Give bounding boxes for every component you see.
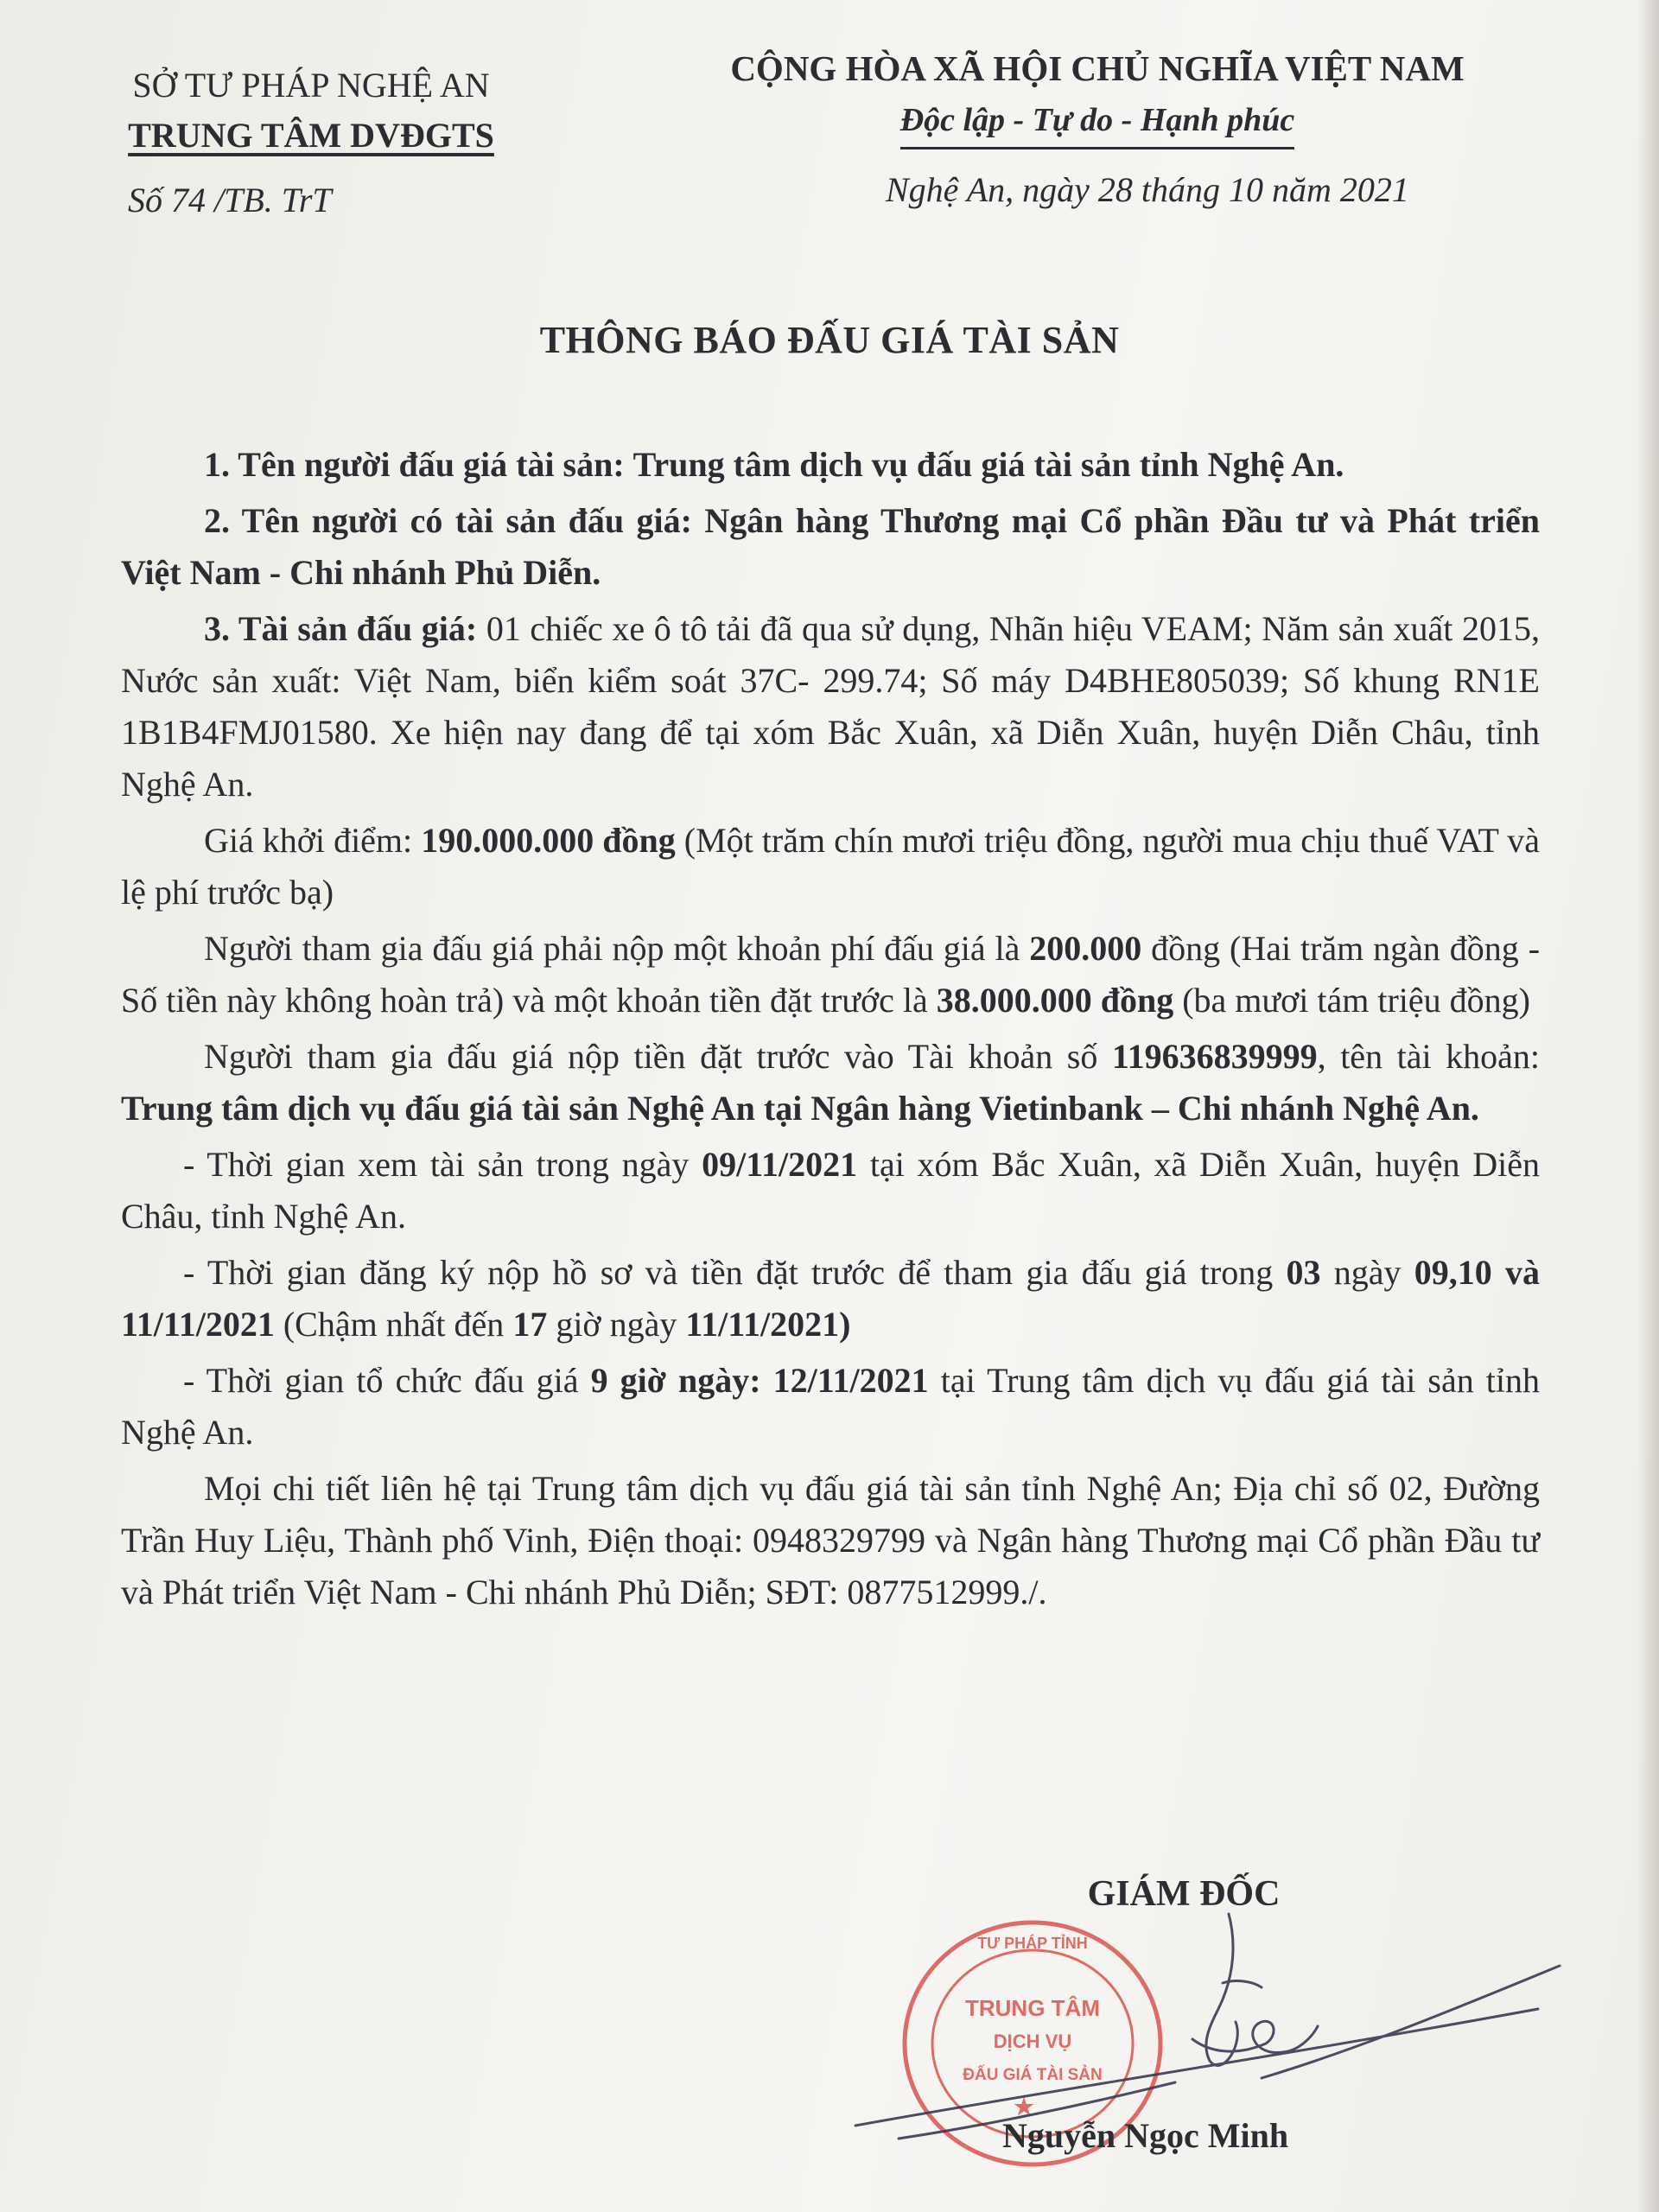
account-text-1: Người tham gia đấu giá nộp tiền đặt trước vào Tài khoản số: [204, 1037, 1098, 1076]
auction-text-1: - Thời gian tổ chức đấu giá: [183, 1361, 579, 1400]
registration-time: [121, 1247, 1540, 1351]
account-number: 119636839999: [1111, 1037, 1318, 1076]
item1-value: Trung tâm dịch vụ đấu giá tài sản tỉnh Nghệ An.: [632, 445, 1344, 484]
reg-deadline-date: 11/11/2021): [685, 1305, 851, 1344]
view-text-1: - Thời gian xem tài sản trong ngày: [183, 1145, 690, 1184]
agency-name: SỞ TƯ PHÁP NGHỆ AN: [132, 66, 490, 105]
stamp-mid-text-2: DỊCH VỤ: [993, 2031, 1072, 2052]
reg-text-1: - Thời gian đăng ký nộp hồ sơ và tiền đặt trước để tham gia đấu giá trong: [183, 1253, 1274, 1292]
document-date: Nghệ An, ngày 28 tháng 10 năm 2021: [886, 170, 1409, 209]
deposit-value: 38.000.000 đồng: [936, 981, 1174, 1020]
fee-text-2: đồng (Hai trăm ngàn đồng - Số tiền này không hoàn trả) và một khoản tiền đặt trước là: [121, 929, 1541, 1020]
svg-text:★: ★: [1014, 2094, 1034, 2120]
account-text-2: , tên tài khoản:: [1317, 1037, 1540, 1076]
view-date: 09/11/2021: [702, 1145, 858, 1184]
notice-body: [121, 439, 1540, 1623]
issuing-agency-block: [69, 60, 553, 161]
item3-label: 3. Tài sản đấu giá:: [204, 609, 478, 648]
reg-text-4: giờ ngày: [556, 1305, 677, 1344]
nation-name: CỘNG HÒA XÃ HỘI CHỦ NGHĨA VIỆT NAM: [730, 48, 1465, 88]
item-asset: [121, 603, 1540, 810]
fee-value: 200.000: [1029, 929, 1142, 968]
reg-dates: 09,10 và 11/11/2021: [121, 1253, 1541, 1344]
deposit-account: [121, 1031, 1540, 1135]
fee-text-1: Người tham gia đấu giá phải nộp một khoản phí đấu giá là: [204, 929, 1020, 968]
account-name: Trung tâm dịch vụ đấu giá tài sản Nghệ An tại Ngân hàng Vietinbank – Chi nhánh Nghệ An.: [121, 1089, 1479, 1128]
price-label: Giá khởi điểm:: [204, 821, 413, 860]
item1-label: 1. Tên người đấu giá tài sản:: [204, 445, 625, 484]
item3-value: 01 chiếc xe ô tô tải đã qua sử dụng, Nhãn hiệu VEAM; Năm sản xuất 2015, Nước sản xuất: Việt Nam, biển kiểm soát 37C- 299.74; Số máy D4BHE805039; Số khung RN1E 1B1B4FMJ01580. Xe hiện nay đang để tại xóm Bắc Xuân, xã Diễn Xuân, huyện Diễn Châu, tỉnh Nghệ An.: [121, 609, 1541, 804]
stamp-top-text: TƯ PHÁP TỈNH: [977, 1935, 1088, 1952]
reg-text-2: ngày: [1333, 1253, 1402, 1292]
price-note: (Một trăm chín mươi triệu đồng, người mua chịu thuế VAT và lệ phí trước bạ): [121, 821, 1541, 912]
center-name: TRUNG TÂM DVĐGTS: [128, 116, 494, 155]
item-auctioneer: [121, 439, 1540, 491]
stamp-bottom-text: ĐẤU GIÁ TÀI SẢN: [963, 2066, 1103, 2084]
national-motto: Độc lập - Tự do - Hạnh phúc: [900, 95, 1295, 149]
price-value: 190.000.000 đồng: [421, 821, 676, 860]
reg-days: 03: [1286, 1253, 1321, 1292]
viewing-time: [121, 1139, 1540, 1243]
reg-deadline-hour: 17: [512, 1305, 548, 1344]
fee-deposit: [121, 923, 1540, 1027]
item2-label: 2. Tên người có tài sản đấu giá:: [204, 501, 692, 540]
auction-time: [121, 1355, 1540, 1459]
document-number: Số 74 /TB. TrT: [128, 181, 332, 219]
view-text-2: tại xóm Bắc Xuân, xã Diễn Xuân, huyện Diễn Châu, tỉnh Nghệ An.: [121, 1145, 1541, 1236]
starting-price: [121, 815, 1540, 918]
auction-time-value: 9 giờ ngày: 12/11/2021: [590, 1361, 929, 1400]
auction-text-2: tại Trung tâm dịch vụ đấu giá tài sản tỉnh Nghệ An.: [121, 1361, 1541, 1452]
national-header: [644, 41, 1551, 149]
item2-value: Ngân hàng Thương mại Cổ phần Đầu tư và Phát triển Việt Nam - Chi nhánh Phủ Diễn.: [121, 501, 1540, 592]
reg-text-3: (Chậm nhất đến: [283, 1305, 505, 1344]
item-asset-owner: [121, 495, 1540, 599]
fee-text-3: (ba mươi tám triệu đồng): [1182, 981, 1530, 1020]
contact-info: Mọi chi tiết liên hệ tại Trung tâm dịch vụ đấu giá tài sản tỉnh Nghệ An; Địa chỉ số 02, Đường Trần Huy Liệu, Thành phố Vinh, Điện thoại: 0948329799 và Ngân hàng Thương mại Cổ phần Đầu tư và Phát triển Việt Nam - Chi nhánh Phủ Diễn; SĐT: 0877512999./.: [121, 1469, 1540, 1611]
signer-name: Nguyễn Ngọc Minh: [1002, 2116, 1289, 2155]
document-title: THÔNG BÁO ĐẤU GIÁ TÀI SẢN: [539, 319, 1120, 361]
signer-position: GIÁM ĐỐC: [1087, 1874, 1281, 1914]
stamp-mid-text-1: TRUNG TÂM: [965, 1995, 1100, 2021]
